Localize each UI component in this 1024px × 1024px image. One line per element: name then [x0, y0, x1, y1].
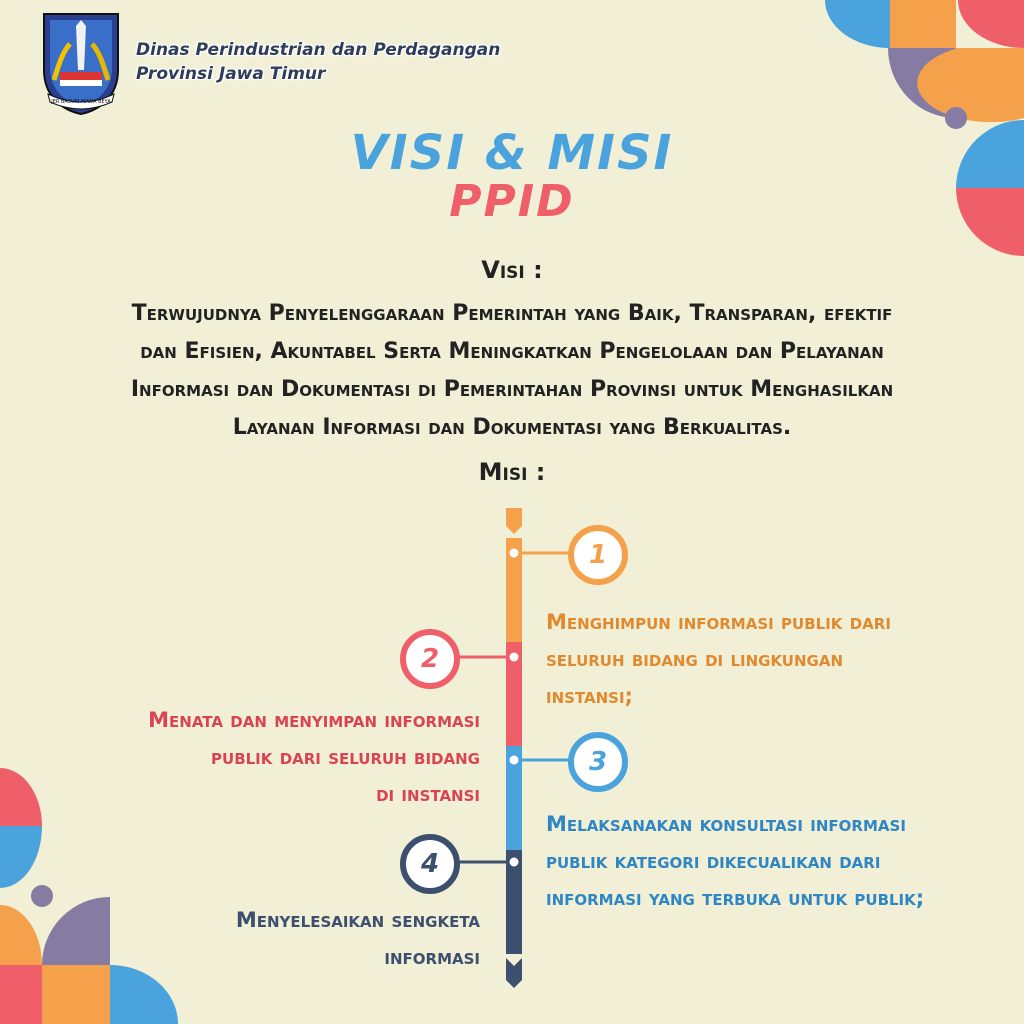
deco-blue-quarter-bl — [110, 965, 178, 1024]
misi-line: seluruh bidang di lingkungan — [546, 647, 844, 671]
visi-line: Informasi dan Dokumentasi di Pemerintahan Provinsi untuk Menghasilkan — [130, 377, 894, 402]
deco-red-bl — [0, 768, 42, 826]
deco-blue-quarter — [825, 0, 890, 48]
visi-heading: Visi : — [481, 256, 543, 284]
timeline-node-1 — [508, 547, 520, 559]
timeline-node-4 — [508, 856, 520, 868]
misi-item-4 — [236, 902, 480, 976]
visi-line: Layanan Informasi dan Dokumentasi yang Berkualitas. — [232, 415, 792, 440]
deco-purple-bl — [42, 897, 110, 965]
misi-number-1: 1 — [568, 525, 628, 585]
page-subtitle: PPID — [449, 176, 575, 227]
misi-line: Melaksanakan konsultasi informasi — [546, 812, 906, 836]
misi-number-4: 4 — [400, 834, 460, 894]
misi-line: Menghimpun informasi publik dari — [546, 610, 891, 634]
timeline-bottom-arrow — [506, 958, 522, 988]
deco-red-half — [958, 0, 1024, 48]
misi-line: informasi yang terbuka untuk publik; — [546, 886, 925, 910]
timeline-top-arrow — [506, 508, 522, 534]
org-name — [136, 38, 500, 86]
deco-purple-dot-bl — [31, 885, 53, 907]
misi-heading: Misi : — [478, 458, 546, 486]
timeline-node-2 — [508, 651, 520, 663]
misi-item-1 — [546, 604, 891, 715]
org-name-line2: Provinsi Jawa Timur — [136, 64, 326, 84]
misi-number-3: 3 — [568, 732, 628, 792]
visi-text — [70, 295, 954, 447]
misi-line: instansi; — [546, 684, 633, 708]
misi-item-3 — [546, 806, 924, 917]
page-title: VISI & MISI — [350, 125, 674, 181]
deco-red-block-bl — [0, 965, 42, 1024]
misi-line: Menata dan menyimpan informasi — [148, 708, 480, 732]
deco-orange-block-bl — [42, 965, 110, 1024]
timeline-node-3 — [508, 754, 520, 766]
deco-orange-bl — [0, 905, 42, 965]
visi-line: Terwujudnya Penyelenggaraan Pemerintah yang Baik, Transparan, efektif — [131, 301, 893, 326]
emblem-motto: JER BASUKI MAWA BEYA — [51, 99, 111, 105]
misi-line: Menyelesaikan sengketa — [235, 908, 480, 932]
misi-line: di instansi — [376, 782, 480, 806]
deco-blue-bl — [0, 826, 42, 888]
visi-line: dan Efisien, Akuntabel Serta Meningkatkan Pengelolaan dan Pelayanan — [140, 339, 884, 364]
misi-line: publik kategori dikecualikan dari — [546, 849, 881, 873]
misi-line: publik dari seluruh bidang — [211, 745, 480, 769]
misi-line: informasi — [384, 945, 480, 969]
deco-orange-block — [890, 0, 956, 48]
misi-item-2 — [148, 702, 480, 813]
org-name-line1: Dinas Perindustrian dan Perdagangan — [136, 40, 501, 60]
misi-number-2: 2 — [400, 629, 460, 689]
east-java-emblem-icon — [40, 10, 122, 116]
